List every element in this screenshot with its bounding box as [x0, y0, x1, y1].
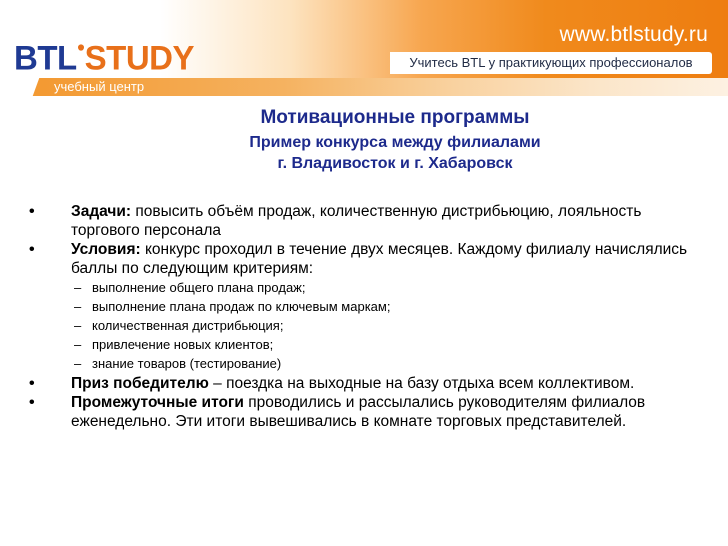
- criteria-item: [26, 278, 702, 297]
- bullet-item-tasks: [26, 202, 702, 240]
- criteria-text: выполнение общего плана продаж;: [92, 280, 306, 295]
- site-url: www.btlstudy.ru: [559, 23, 708, 46]
- slide-title: [150, 106, 640, 174]
- dash-marker: –: [74, 280, 82, 295]
- bullet-item-conditions: [26, 240, 702, 278]
- criteria-text: привлечение новых клиентов;: [92, 337, 274, 352]
- prize-label: Приз победителю: [71, 375, 209, 392]
- dash-marker: –: [74, 299, 82, 314]
- criteria-item: [26, 316, 702, 335]
- logo-dot: [78, 44, 84, 50]
- logo-btl-text: BTL: [14, 38, 77, 77]
- logo-study-text: STUDY: [84, 38, 194, 77]
- tasks-text: повысить объём продаж, количественную дистрибьюцию, лояльность торгового персонала: [71, 203, 642, 239]
- dash-marker: –: [74, 318, 82, 333]
- bullet-list: [26, 202, 702, 431]
- criteria-text: знание товаров (тестирование): [92, 356, 282, 371]
- criteria-text: количественная дистрибьюция;: [92, 318, 284, 333]
- logo-subtitle: учебный центр: [54, 79, 145, 94]
- bullet-marker: •: [29, 375, 35, 392]
- criteria-text: выполнение плана продаж по ключевым маркам;: [92, 299, 391, 314]
- bullet-marker: •: [29, 203, 35, 220]
- header-slogan: Учитесь BTL у практикующих профессионалов: [390, 52, 712, 74]
- conditions-text: конкурс проходил в течение двух месяцев. Каждому филиалу начислялись баллы по следующим критериям:: [71, 241, 688, 277]
- title-line-3: г. Владивосток и г. Хабаровск: [277, 155, 513, 172]
- criteria-item: [26, 297, 702, 316]
- criteria-item: [26, 354, 702, 373]
- bullet-marker: •: [29, 241, 35, 258]
- conditions-label: Условия:: [71, 241, 141, 258]
- criteria-item: [26, 335, 702, 354]
- bullet-item-interim: [26, 393, 702, 431]
- prize-text: – поездка на выходные на базу отдыха всем коллективом.: [208, 375, 635, 392]
- title-line-1: Мотивационные программы: [260, 107, 530, 128]
- bullet-marker: •: [29, 394, 35, 411]
- interim-label: Промежуточные итоги: [71, 394, 244, 411]
- btl-study-logo: [14, 37, 194, 79]
- bullet-item-prize: [26, 374, 702, 393]
- dash-marker: –: [74, 337, 82, 352]
- interim-text: проводились и рассылались руководителям филиалов еженедельно. Эти итоги вывешивались в комнате торговых представителей.: [71, 394, 646, 430]
- title-line-2: Пример конкурса между филиалами: [249, 134, 541, 151]
- dash-marker: –: [74, 356, 82, 371]
- sub-stripe: [44, 78, 728, 96]
- tasks-label: Задачи:: [71, 203, 132, 220]
